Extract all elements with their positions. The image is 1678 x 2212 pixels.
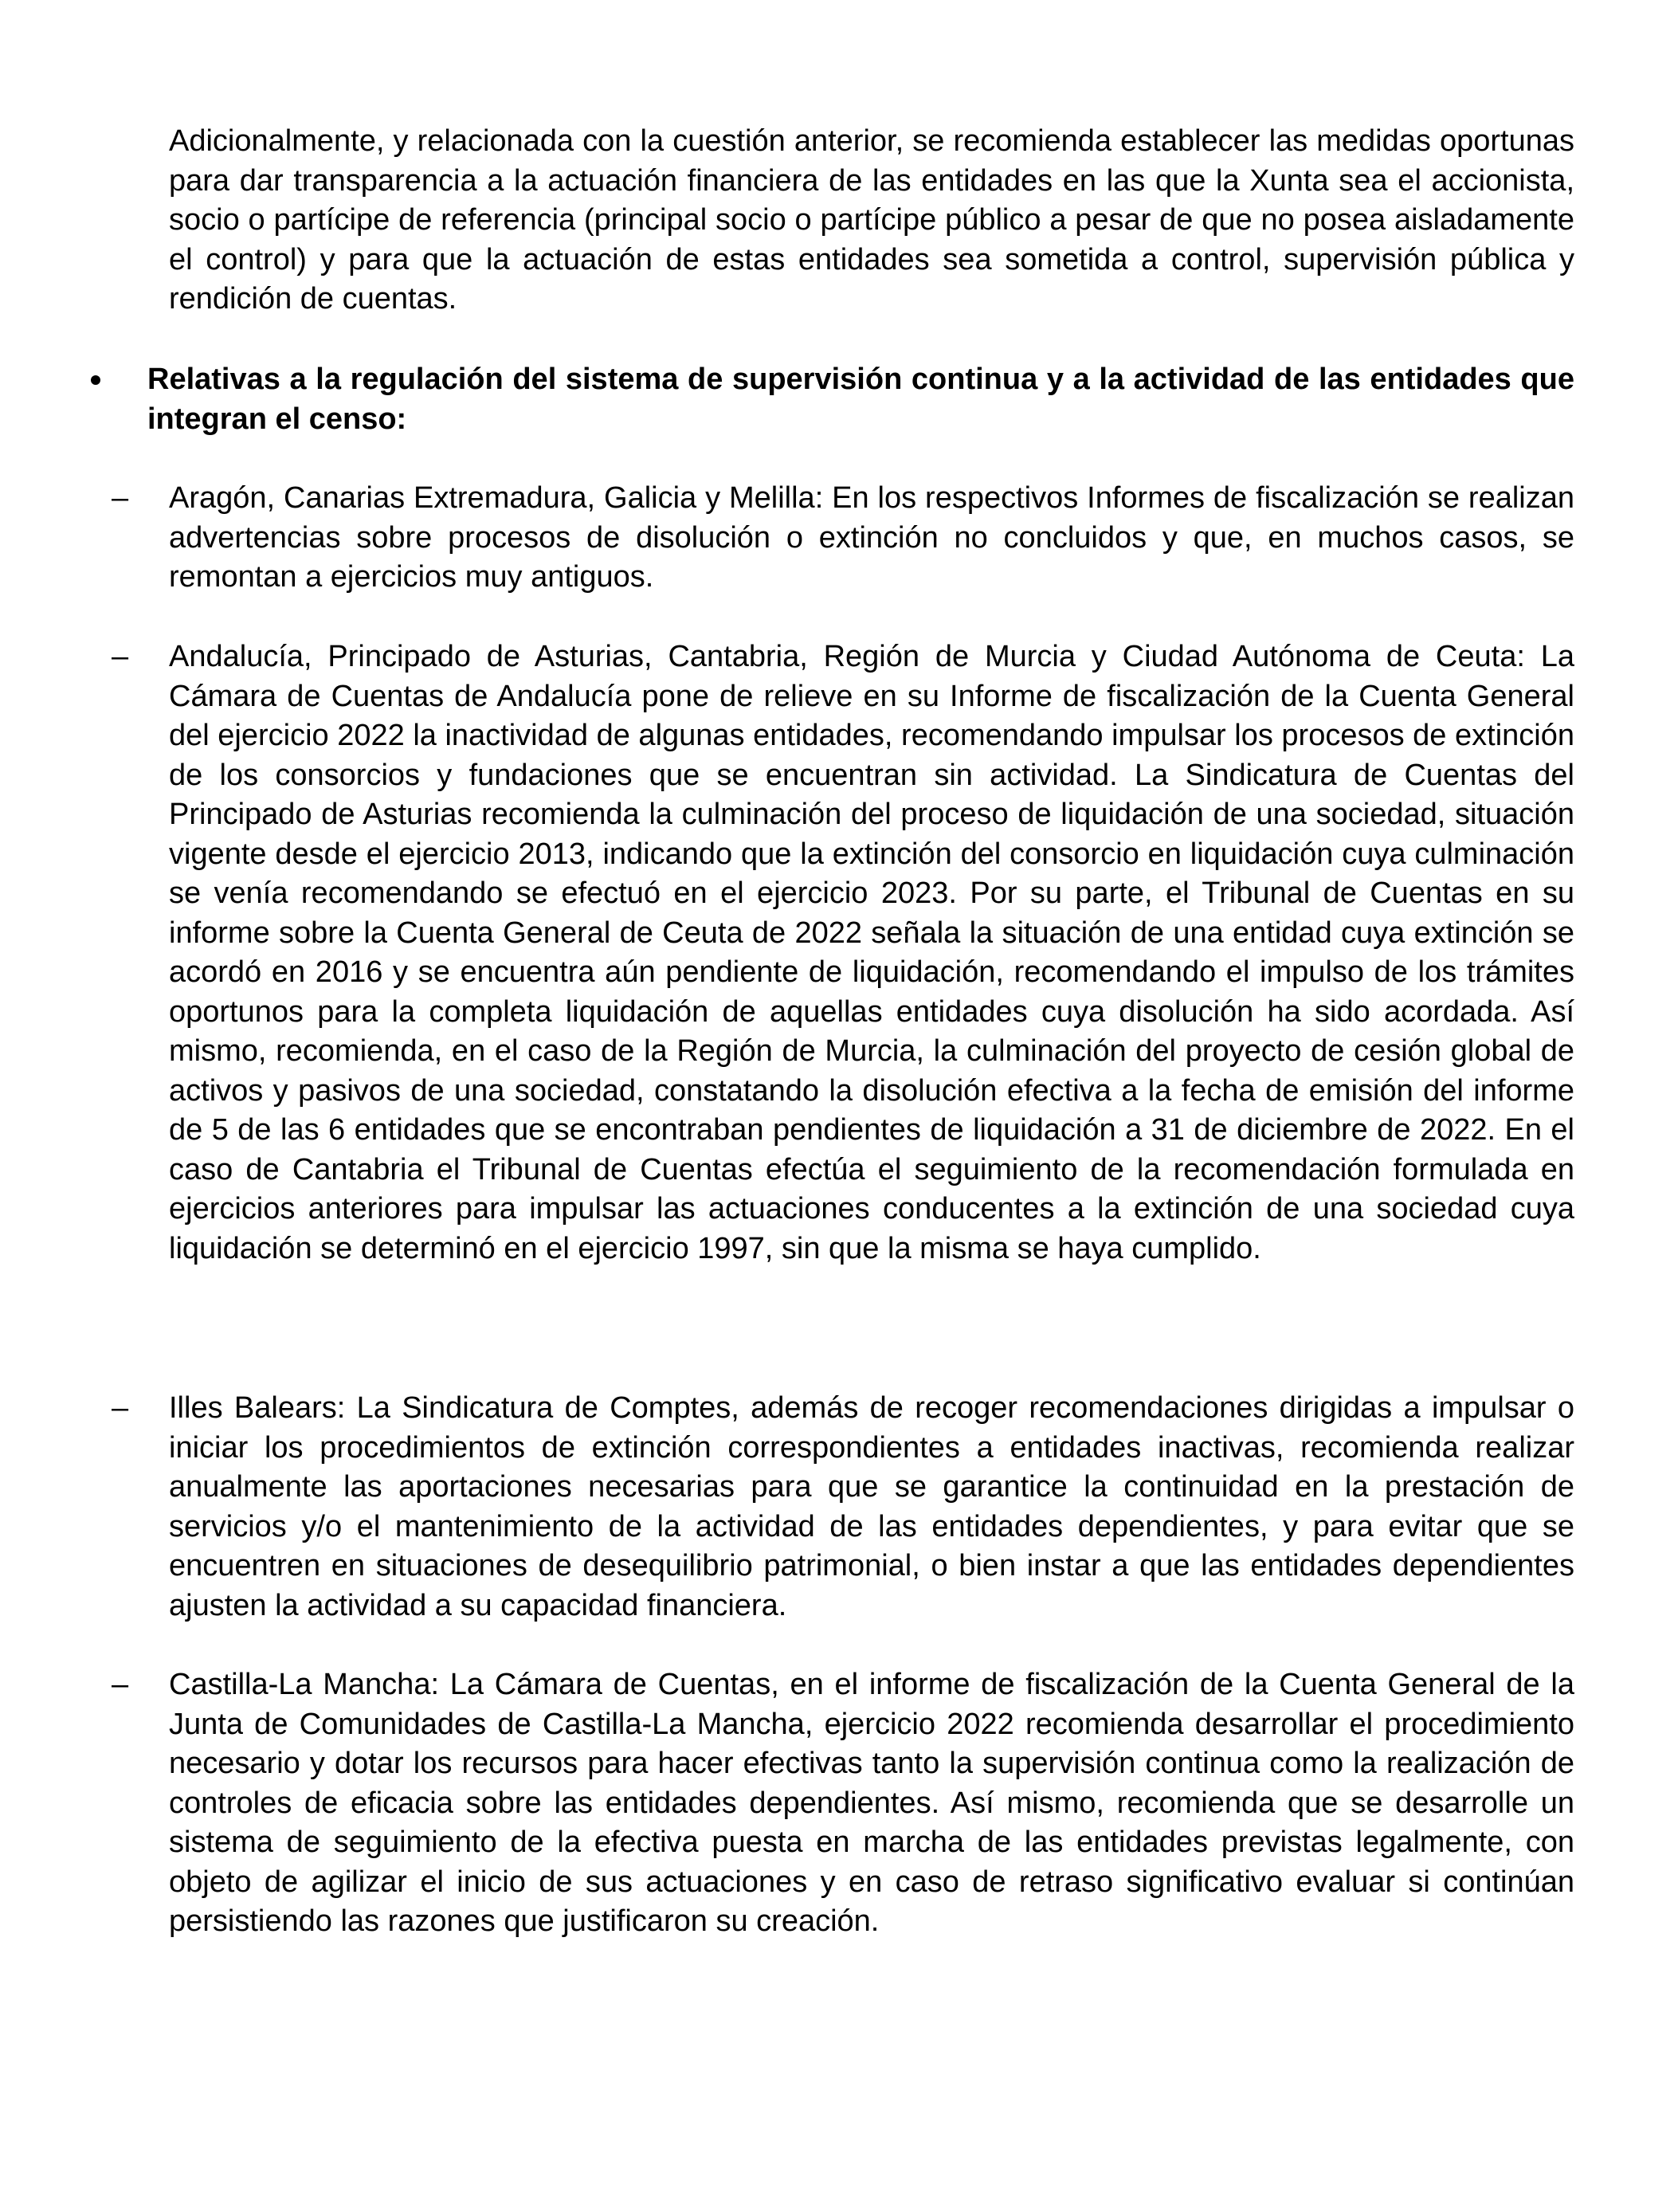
dash-marker: –: [112, 1668, 129, 1701]
bullet-icon: [91, 375, 100, 385]
dash-marker: –: [112, 1391, 129, 1425]
list-item: Castilla-La Mancha: La Cámara de Cuentas, en el informe de fiscalización de la Cuenta General de la Junta de Comunidades de Castilla-La Mancha, ejercicio 2022 recomienda desarrollar el procedimiento necesario y dotar los recursos para hacer efectivas tanto la supervisión continua como la realización de controles de eficacia sobre las entidades dependientes. Así mismo, recomienda que se desarrolle un sistema de seguimiento de la efectiva puesta en marcha de las entidades previstas legalmente, con objeto de agilizar el inicio de sus actuaciones y en caso de retraso significativo evaluar si continúan persistiendo las razones que justificaron su creación.: [169, 1668, 1574, 1938]
list-item: Andalucía, Principado de Asturias, Cantabria, Región de Murcia y Ciudad Autónoma de Ceuta: La Cámara de Cuentas de Andalucía pone de relieve en su Informe de fiscalización de la Cuenta General del ejercicio 2022 la inactividad de algunas entidades, recomendando impulsar los procesos de extinción de los consorcios y fundaciones que se encuentran sin actividad. La Sindicatura de Cuentas del Principado de Asturias recomienda la culminación del proceso de liquidación de una sociedad, situación vigente desde el ejercicio 2013, indicando que la extinción del consorcio en liquidación cuya culminación se venía recomendando se efectuó en el ejercicio 2023. Por su parte, el Tribunal de Cuentas en su informe sobre la Cuenta General de Ceuta de 2022 señala la situación de una entidad cuya extinción se acordó en 2016 y se encuentra aún pendiente de liquidación, recomendando el impulso de los trámites oportunos para la completa liquidación de aquellas entidades cuya disolución ha sido acordada. Así mismo, recomienda, en el caso de la Región de Murcia, la culminación del proyecto de cesión global de activos y pasivos de una sociedad, constatando la disolución efectiva a la fecha de emisión del informe de 5 de las 6 entidades que se encontraban pendientes de liquidación a 31 de diciembre de 2022. En el caso de Cantabria el Tribunal de Cuentas efectúa el seguimiento de la recomendación formulada en ejercicios anteriores para impulsar las actuaciones conducentes a la extinción de una sociedad cuya liquidación se determinó en el ejercicio 1997, sin que la misma se haya cumplido.: [169, 640, 1574, 1265]
list-item: Illes Balears: La Sindicatura de Comptes, además de recoger recomendaciones dirigidas a impulsar o iniciar los procedimientos de extinción correspondientes a entidades inactivas, recomienda realizar anualmente las aportaciones necesarias para que se garantice la continuidad en la prestación de servicios y/o el mantenimiento de la actividad de las entidades dependientes, y para evitar que se encuentren en situaciones de desequilibrio patrimonial, o bien instar a que las entidades dependientes ajusten la actividad a su capacidad financiera.: [169, 1391, 1574, 1622]
dash-marker: –: [112, 481, 129, 515]
list-item: Aragón, Canarias Extremadura, Galicia y Melilla: En los respectivos Informes de fiscalización se realizan advertencias sobre procesos de disolución o extinción no concluidos y que, en muchos casos, se remontan a ejercicios muy antiguos.: [169, 481, 1574, 594]
intro-paragraph: Adicionalmente, y relacionada con la cuestión anterior, se recomienda establecer las medidas oportunas para dar transparencia a la actuación financiera de las entidades en las que la Xunta sea el accionista, socio o partícipe de referencia (principal socio o partícipe público a pesar de que no posea aisladamente el control) y para que la actuación de estas entidades sea sometida a control, supervisión pública y rendición de cuentas.: [169, 124, 1574, 316]
dash-marker: –: [112, 640, 129, 673]
section-heading: Relativas a la regulación del sistema de supervisión continua y a la actividad de las entidades que integran el censo:: [147, 363, 1574, 436]
